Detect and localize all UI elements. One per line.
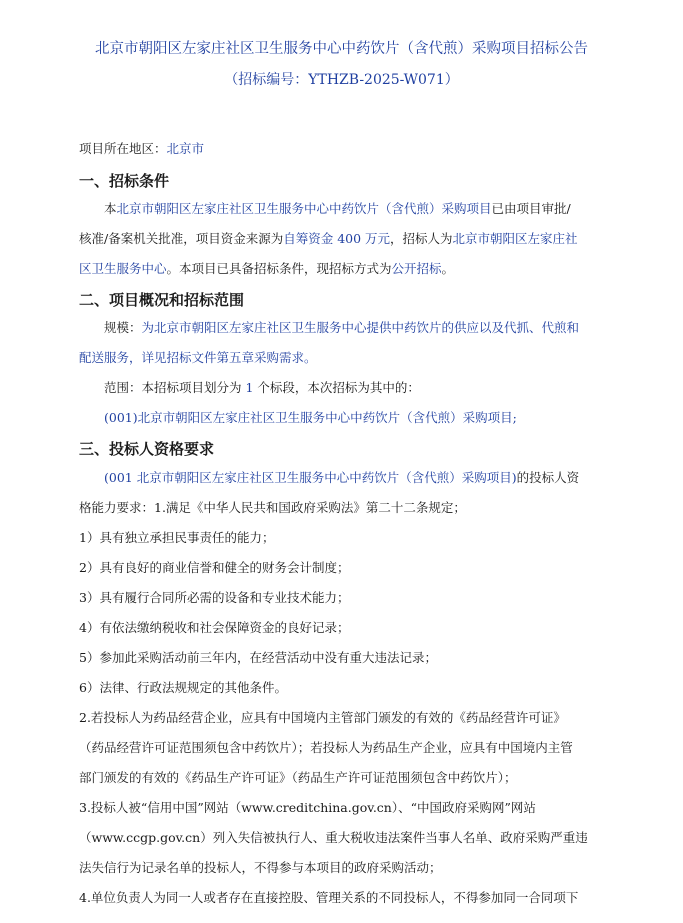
s3-text: 的投标人资 xyxy=(516,470,580,485)
requirement-3-line-1: 3.投标人被“信用中国”网站（www.creditchina.gov.cn）、“中国政府采购网”网站 xyxy=(79,800,536,815)
s2-text: 个标段，本次招标为其中的： xyxy=(253,380,420,395)
section-heading-3: 三、投标人资格要求 xyxy=(79,440,215,458)
s2-line-1 xyxy=(104,319,579,337)
list-item: 1）具有独立承担民事责任的能力； xyxy=(79,530,275,545)
s2-label: 规模： xyxy=(104,320,142,335)
list-item: 5）参加此采购活动前三年内，在经营活动中没有重大违法记录； xyxy=(79,650,437,665)
s1-tenderer: 北京市朝阳区左家庄社 xyxy=(452,231,578,246)
requirement-3-line-2: （www.ccgp.gov.cn）列入失信被执行人、重大税收违法案件当事人名单、政府采购严重违 xyxy=(79,830,588,845)
page-title: 北京市朝阳区左家庄社区卫生服务中心中药饮片（含代煎）采购项目招标公告 xyxy=(95,41,588,57)
s1-method: 公开招标 xyxy=(391,261,442,276)
s2-text: 范围：本招标项目划分为 xyxy=(104,380,246,395)
list-item: 2）具有良好的商业信誉和健全的财务会计制度； xyxy=(79,560,350,575)
s2-line-2: 配送服务，详见招标文件第五章采购需求。 xyxy=(79,350,317,365)
s2-line-3 xyxy=(104,379,420,397)
section-heading-2: 二、项目概况和招标范围 xyxy=(79,291,245,309)
list-item: 6）法律、行政法规规定的其他条件。 xyxy=(79,680,287,695)
list-item: 4）有依法缴纳税收和社会保障资金的良好记录； xyxy=(79,620,350,635)
s1-text: 已由项目审批/ xyxy=(491,201,571,216)
requirement-2-line-2: （药品经营许可证范围须包含中药饮片）；若投标人为药品生产企业，应具有中国境内主管 xyxy=(79,740,573,755)
s1-text: 本 xyxy=(104,201,117,216)
s2-scale: 为北京市朝阳区左家庄社区卫生服务中心提供中药饮片的供应以及代抓、代煎和 xyxy=(141,320,580,335)
requirement-2-line-1: 2.若投标人为药品经营企业，应具有中国境内主管部门颁发的有效的《药品经营许可证》 xyxy=(79,710,566,725)
s1-text: 。 xyxy=(441,261,455,276)
s2-line-4: (001)北京市朝阳区左家庄社区卫生服务中心中药饮片（含代煎）采购项目; xyxy=(104,410,517,425)
s1-text: 。本项目已具备招标条件，现招标方式为 xyxy=(166,261,392,276)
requirement-4-line-1: 4.单位负责人为同一人或者存在直接控股、管理关系的不同投标人，不得参加同一合同项下 xyxy=(79,890,579,905)
tender-number: （招标编号：YTHZB-2025-W071） xyxy=(224,72,459,88)
project-location xyxy=(79,140,204,158)
s1-text: 核准/备案机关批准，项目资金来源为 xyxy=(79,231,284,246)
s1-line-2 xyxy=(79,230,578,248)
s3-line-1 xyxy=(104,469,579,487)
requirement-3-line-3: 法失信行为记录名单的投标人，不得参与本项目的政府采购活动； xyxy=(79,860,442,875)
s1-funding: 自筹资金 400 万元 xyxy=(283,231,391,246)
requirement-2-line-3: 部门颁发的有效的《药品生产许可证》（药品生产许可证范围须包含中药饮片）； xyxy=(79,770,517,785)
s3-lot: (001 北京市朝阳区左家庄社区卫生服务中心中药饮片（含代煎）采购项目) xyxy=(104,470,517,485)
s3-line-2: 格能力要求：1.满足《中华人民共和国政府采购法》第二十二条规定； xyxy=(79,500,466,515)
location-label: 项目所在地区： xyxy=(79,141,167,156)
s1-text: ，招标人为 xyxy=(390,231,453,246)
s1-project-name: 北京市朝阳区左家庄社区卫生服务中心中药饮片（含代煎）采购项目 xyxy=(116,201,492,216)
s1-tenderer-cont: 区卫生服务中心 xyxy=(79,261,167,276)
s1-line-1 xyxy=(104,200,571,218)
s2-lot-count: 1 xyxy=(245,380,254,395)
s1-line-3 xyxy=(79,260,454,278)
location-value: 北京市 xyxy=(166,141,205,156)
section-heading-1: 一、招标条件 xyxy=(79,172,170,190)
list-item: 3）具有履行合同所必需的设备和专业技术能力； xyxy=(79,590,350,605)
